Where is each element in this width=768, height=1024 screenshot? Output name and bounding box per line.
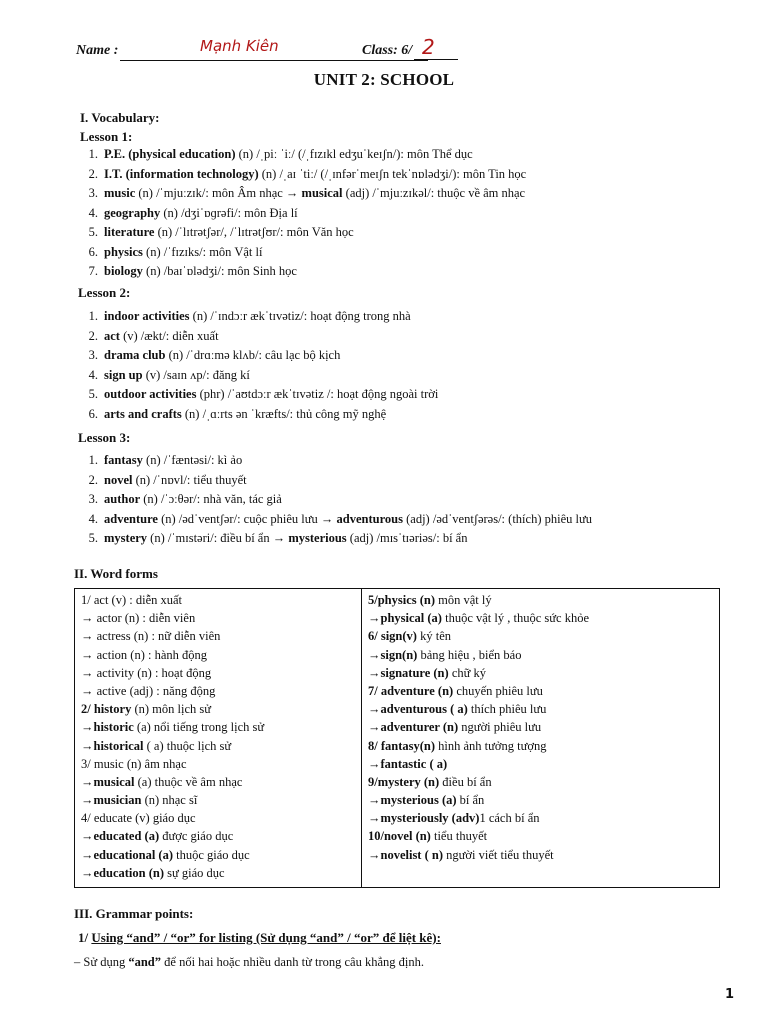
word-form-row [81,627,264,645]
grammar-rule-line [74,955,424,970]
word-form-row [81,718,264,736]
word-form-meaning: thích phiêu lưu [467,702,547,717]
vocab-word: arts and crafts [104,406,182,421]
word-form-row [81,609,264,627]
grammar-rule-keyword: “and” [128,955,162,969]
word-form-meaning: bí ẩn [456,793,485,808]
vocab-word: act [104,328,120,343]
vocab-definition: (n) /ˈɪndɔːr ækˈtɪvətiz/: hoạt động trong nhà [189,309,411,323]
vocab-text [104,262,297,282]
word-form-row [368,846,589,864]
word-form-meaning: tiểu thuyết [430,829,488,844]
word-form-term: →fantastic ( a) [368,756,448,771]
lesson-1-heading: Lesson 1: [80,129,133,144]
word-form-meaning: chuyến phiêu lưu [453,683,543,698]
vocab-word: biology [104,264,143,278]
word-form-row [368,791,589,809]
word-form-term: →adventurer (n) [368,720,459,735]
vocab-word: drama club [104,348,166,362]
vocab-text [104,385,438,405]
vocab-word: outdoor activities [104,387,197,401]
word-form-row [368,755,589,773]
word-form-row [81,846,264,864]
word-form-term: →historic [81,720,134,735]
word-form-meaning: điều bí ẩn [439,774,492,789]
vocab-definition: (n) /ˌɑːrts ən ˈkræfts/: thủ công mỹ nghệ [181,406,387,421]
vocab-text [104,346,340,366]
word-form-row [368,718,589,736]
page-title: UNIT 2: SCHOOL [313,70,455,89]
vocab-text [104,510,592,530]
vocab-number: 5. [88,531,98,545]
vocab-word: adventure [104,511,158,526]
vocabulary-heading: I. Vocabulary: [80,110,160,125]
vocab-number: 5. [88,387,98,401]
word-forms-left-column [81,591,264,882]
word-form-term: →historical [81,738,144,753]
lesson-2-heading: Lesson 2: [78,285,131,300]
vocab-definition: (n) /ˌpiː ˈiː/ (/ˌfɪzɪkl edʒuˈkeɪʃn/): môn Thể dục [235,147,473,161]
word-form-meaning: bảng hiệu , biển báo [417,647,522,662]
word-forms-table [74,588,720,888]
grammar-sub-title: Using “and” / “or” for listing (Sử dụng “and” / “or” để liệt kê): [91,930,441,945]
vocab-derived-word: adventurous [336,511,403,526]
vocab-definition: (n) /ˈmjuːzɪk/: môn Âm nhạc → [135,186,302,200]
vocab-definition: (n) /ədˈventʃər/: cuộc phiêu lưu → [157,511,337,526]
vocab-derived-word: mysterious [288,531,347,545]
word-form-term: 9/mystery (n) [368,774,440,789]
vocab-definition: (n) /ˈlɪtrətʃər/, /ˈlɪtrətʃʊr/: môn Văn học [154,225,354,239]
vocab-word: author [104,492,141,506]
vocab-number: 6. [88,406,98,421]
vocab-number: 1. [88,309,98,323]
word-form-row [368,591,589,609]
word-forms-heading: II. Word forms [74,566,158,581]
word-form-meaning: → action (n) : hành động [81,647,208,662]
word-form-meaning: môn vật lý [435,593,492,607]
vocab-text [104,165,526,185]
word-form-term: →physical (a) [368,611,442,626]
lesson-3-heading: Lesson 3: [78,430,131,445]
vocab-word: P.E. (physical education) [104,147,236,161]
vocab-word: I.T. (information technology) [104,166,259,181]
word-form-meaning: (n) môn lịch sử [131,702,212,717]
grammar-heading: III. Grammar points: [74,906,194,921]
vocab-word: indoor activities [104,309,190,323]
word-form-term: →educational (a) [81,847,174,862]
word-form-row [368,627,589,645]
word-form-term: →educated (a) [81,829,160,844]
word-form-term: →signature (n) [368,665,449,680]
vocab-word: mystery [104,531,148,545]
vocab-word: music [104,186,136,200]
word-forms-right-column [368,591,589,864]
word-form-row [368,682,589,700]
word-form-term: →musician [81,793,142,808]
vocab-definition: (n) /ˈnɒvl/: tiểu thuyết [132,472,247,487]
word-form-meaning: 3/ music (n) âm nhạc [81,756,187,771]
vocab-number: 3. [88,186,98,200]
word-form-row [368,809,589,827]
grammar-rule-prefix: – Sử dụng [74,955,129,969]
vocab-text [104,471,247,491]
word-form-row [81,664,264,682]
word-form-meaning: chữ ký [448,665,487,680]
word-form-meaning: (a) nổi tiếng trong lịch sử [133,720,265,735]
word-form-row [81,737,264,755]
word-form-meaning: (a) thuộc về âm nhạc [134,774,243,789]
word-form-term: 6/ sign(v) [368,629,417,644]
word-form-meaning: ( a) thuộc lịch sử [143,738,232,753]
vocab-number: 5. [88,225,98,239]
vocab-number: 1. [88,147,98,161]
vocab-word: geography [104,205,161,220]
word-form-row [81,773,264,791]
vocab-number: 3. [88,348,98,362]
vocab-definition: (n) /ˈɔːθər/: nhà văn, tác giả [140,492,282,506]
vocab-definition: (n) /ˈdrɑːmə klʌb/: câu lạc bộ kịch [165,348,341,362]
word-form-row [81,791,264,809]
vocab-definition: (n) /ˈmɪstəri/: điều bí ẩn → [147,531,289,545]
vocab-number: 1. [88,453,98,467]
word-form-meaning: người viết tiểu thuyết [443,847,554,862]
vocab-definition: (n) /ˌaɪ ˈtiː/ (/ˌɪnfərˈmeɪʃn tekˈnɒlədʒi/): môn Tin học [258,166,527,181]
vocab-number: 2. [88,166,98,181]
vocab-number: 2. [88,328,98,343]
word-form-meaning: → actor (n) : diễn viên [81,611,196,626]
vocab-derived-word: musical [301,186,343,200]
grammar-sub-number: 1/ [78,930,92,945]
vocab-text [104,490,282,510]
word-form-row [81,827,264,845]
vocab-word: physics [104,244,143,259]
vocab-number: 4. [88,367,98,382]
vocab-definition: (n) /dʒiˈɒɡrəfi/: môn Địa lí [160,205,298,220]
word-form-term: →musical [81,774,135,789]
vocab-number: 2. [88,472,98,487]
vocab-definition: (phr) /ˈaʊtdɔːr ækˈtɪvətiz /: hoạt động ngoài trời [196,387,439,401]
class-underline [414,41,458,60]
name-label: Name : [76,43,119,58]
table-divider [361,589,362,887]
word-form-term: 10/novel (n) [368,829,431,844]
vocab-word: novel [104,472,133,487]
word-form-meaning: thuộc vật lý , thuộc sức khỏe [441,611,589,626]
vocab-word: fantasy [104,453,143,467]
grammar-subheading [78,930,441,946]
word-form-meaning: → actress (n) : nữ diễn viên [81,629,221,644]
vocab-text [104,307,411,327]
word-form-meaning: 1/ act (v) : diễn xuất [81,593,183,607]
vocab-definition: (v) /ækt/: diễn xuất [119,328,219,343]
word-form-term: 7/ adventure (n) [368,683,454,698]
vocab-text [104,366,250,386]
word-form-row [81,864,264,882]
vocab-number: 7. [88,264,98,278]
word-form-meaning: (n) nhạc sĩ [141,793,198,808]
word-form-meaning: 1 cách bí ẩn [479,811,540,826]
vocab-definition: (n) /ˈfæntəsi/: kì ảo [142,453,243,467]
word-form-row [368,646,589,664]
vocab-text [104,451,242,471]
vocab-text [104,405,386,425]
handwritten-name: Mạnh Kiên [200,37,279,55]
word-form-term: 8/ fantasy(n) [368,738,436,753]
vocab-text [104,243,262,263]
vocab-number: 6. [88,244,98,259]
vocab-text [104,184,525,204]
word-form-row [368,773,589,791]
word-form-row [81,646,264,664]
word-form-term: 5/physics (n) [368,593,436,607]
vocab-derived-definition: (adj) /ˈmjuːzɪkəl/: thuộc về âm nhạc [342,186,526,200]
grammar-rule-text: để nối hai hoặc nhiều danh từ trong câu khẳng định. [161,955,424,969]
word-form-row [81,809,264,827]
word-form-term: →adventurous ( a) [368,702,468,717]
word-form-term: →education (n) [81,865,164,880]
word-form-meaning: ký tên [416,629,451,644]
word-form-term: →sign(n) [368,647,418,662]
word-form-term: →novelist ( n) [368,847,443,862]
vocab-text [104,529,467,549]
vocab-number: 3. [88,492,98,506]
word-form-row [368,827,589,845]
word-form-row [368,664,589,682]
vocab-text [104,327,219,347]
word-form-row [81,682,264,700]
vocab-number: 4. [88,511,98,526]
vocab-definition: (n) /ˈfɪzɪks/: môn Vật lí [142,244,263,259]
vocab-definition: (n) /baɪˈɒlədʒi/: môn Sinh học [142,264,297,278]
word-form-row [81,755,264,773]
vocab-derived-definition: (adj) /mɪsˈtɪəriəs/: bí ẩn [346,531,468,545]
vocab-text [104,223,354,243]
word-form-meaning: thuộc giáo dục [173,847,250,862]
word-form-meaning: được giáo dục [159,829,234,844]
vocab-text [104,145,473,165]
word-form-row [81,700,264,718]
handwritten-class: 2 [422,35,435,59]
vocab-text [104,204,298,224]
word-form-meaning: 4/ educate (v) giáo dục [81,811,196,826]
word-form-meaning: sự giáo dục [164,865,225,880]
word-form-meaning: → activity (n) : hoạt động [81,665,212,680]
word-form-meaning: người phiêu lưu [458,720,542,735]
word-form-meaning: → active (adj) : năng động [81,683,216,698]
word-form-term: →mysteriously (adv) [368,811,480,826]
class-label: Class: 6/ [362,43,413,58]
vocab-number: 4. [88,205,98,220]
vocab-derived-definition: (adj) /ədˈventʃərəs/: (thích) phiêu lưu [403,511,592,526]
word-form-row [368,737,589,755]
word-form-row [368,609,589,627]
vocab-word: sign up [104,367,143,382]
page-number: 1 [724,987,734,1002]
word-form-term: →mysterious (a) [368,793,457,808]
class-field [362,35,435,59]
word-form-row [81,591,264,609]
vocab-word: literature [104,225,155,239]
word-form-term: 2/ history [81,702,132,717]
word-form-row [368,700,589,718]
vocab-definition: (v) /saɪn ʌp/: đăng kí [142,367,250,382]
word-form-meaning: hình ảnh tưởng tượng [435,738,547,753]
